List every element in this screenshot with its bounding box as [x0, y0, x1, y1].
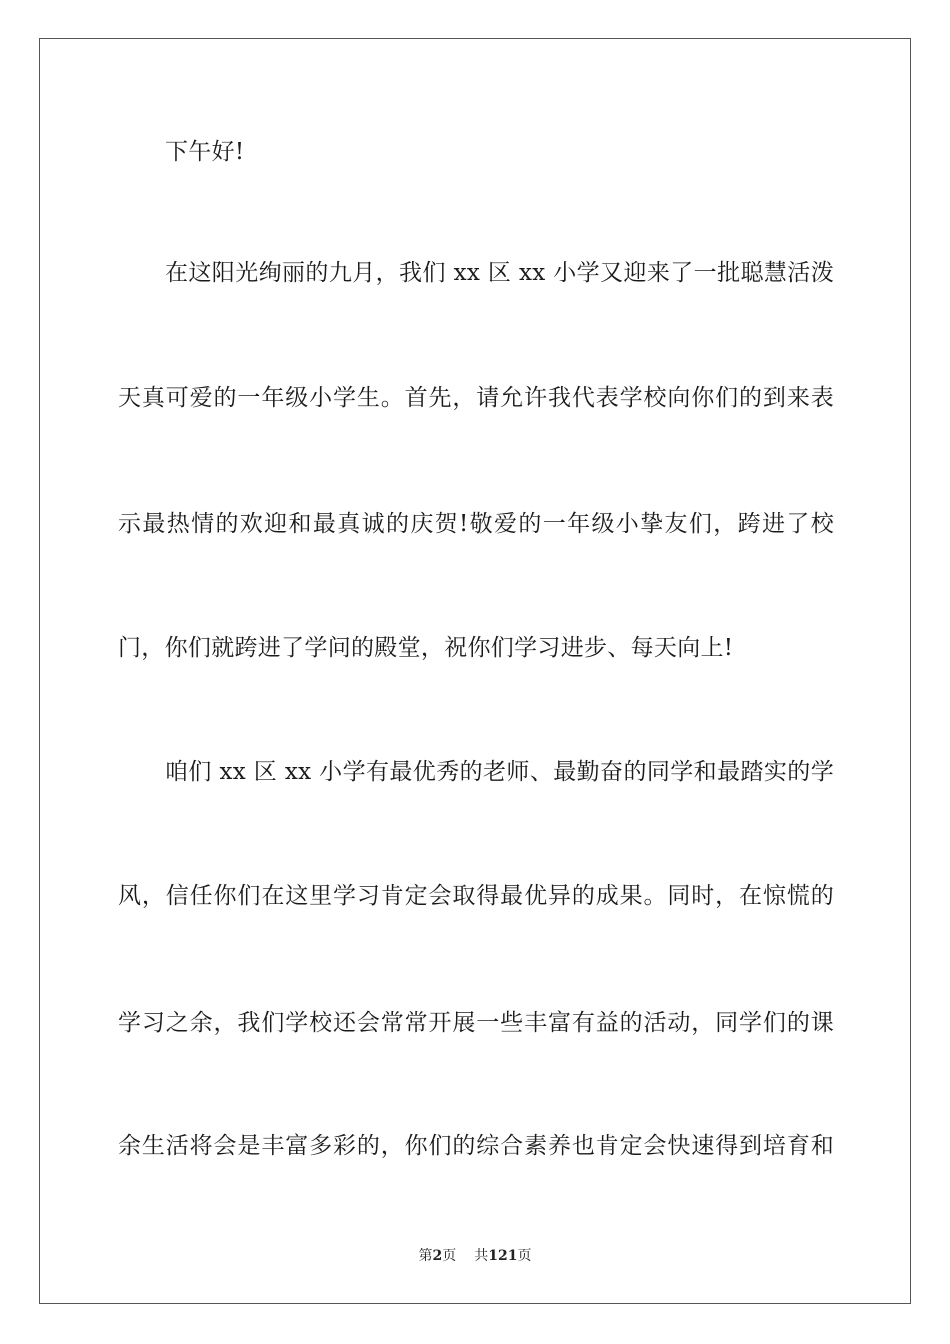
total-pages-number: 121 [488, 1248, 518, 1264]
page-footer [0, 1247, 950, 1265]
page-border [39, 38, 911, 1304]
total-prefix: 共 [474, 1248, 489, 1264]
page-unit: 页 [442, 1248, 457, 1264]
current-page-number: 2 [432, 1248, 443, 1264]
paragraph-2-line-3: 学习之余，我们学校还会常常开展一些丰富有益的活动，同学们的课 [118, 1010, 834, 1036]
paragraph-1-line-3: 示最热情的欢迎和最真诚的庆贺!敬爱的一年级小挚友们，跨进了校 [118, 511, 834, 537]
paragraph-1-line-2: 天真可爱的一年级小学生。首先，请允许我代表学校向你们的到来表 [118, 385, 834, 411]
paragraph-2-line-2: 风，信任你们在这里学习肯定会取得最优异的成果。同时，在惊慌的 [118, 883, 834, 909]
paragraph-1-line-1: 在这阳光绚丽的九月，我们 xx 区 xx 小学又迎来了一批聪慧活泼 [165, 260, 834, 286]
page-prefix: 第 [418, 1248, 433, 1264]
paragraph-2-line-1: 咱们 xx 区 xx 小学有最优秀的老师、最勤奋的同学和最踏实的学 [165, 759, 834, 785]
total-unit: 页 [517, 1248, 532, 1264]
paragraph-1-line-4: 门，你们就跨进了学问的殿堂，祝你们学习进步、每天向上! [118, 635, 734, 661]
greeting-line: 下午好! [165, 139, 245, 165]
paragraph-2-line-4: 余生活将会是丰富多彩的，你们的综合素养也肯定会快速得到培育和 [118, 1133, 834, 1159]
